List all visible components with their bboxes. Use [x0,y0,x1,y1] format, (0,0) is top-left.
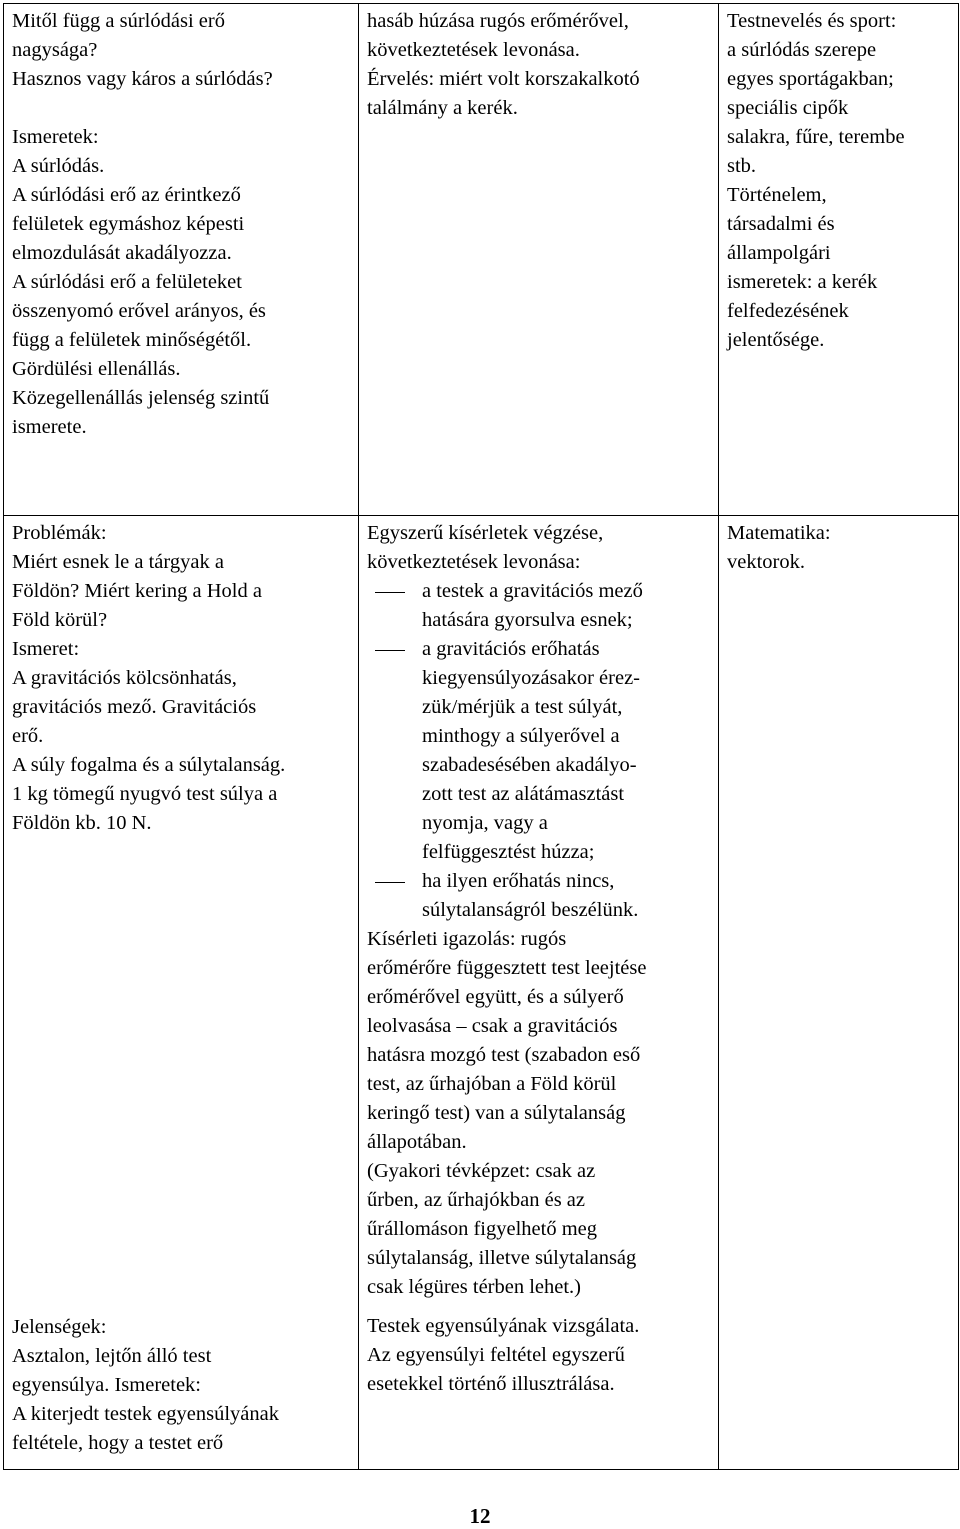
text-line: Ismeret: [12,638,80,660]
text-line: leolvasása – csak a gravitációs [367,1015,618,1037]
text-line: A súrlódási erő az érintkező [12,184,241,206]
text-line: Gördülési ellenállás. [12,358,181,380]
text-line: (Gyakori tévképzet: csak az [367,1160,596,1182]
text-line: állapotában. [367,1131,467,1153]
text-line: erő. [12,725,44,747]
text-line: zük/mérjük a test súlyát, [422,696,623,718]
text-line: test, az űrhajóban a Föld körül [367,1073,617,1095]
text-line: szabadesésében akadályo- [422,754,637,776]
text-line: Kísérleti igazolás: rugós [367,928,567,950]
text-line: felületek egymáshoz képesti [12,213,245,235]
cell-activities-gravity [359,516,719,1470]
text-line: Földön? Miért kering a Hold a [12,580,262,602]
table-row [4,516,959,1470]
text-line: Jelenségek: [12,1316,107,1338]
text-line: Testnevelés és sport: [727,10,897,32]
text-line: Asztalon, lejtőn álló test [12,1345,212,1367]
cell-topics-gravity [4,516,359,1470]
text-line: Miért esnek le a tárgyak a [12,551,224,573]
text-line: Problémák: [12,522,107,544]
text-line: Mitől függ a súrlódási erő [12,10,225,32]
text-line: súlytalanságról beszélünk. [422,899,639,921]
equilibrium-topics [12,1313,279,1458]
text-line: Ismeretek: [12,126,99,148]
text-line: Az egyensúlyi feltétel egyszerű [367,1344,625,1366]
list-item [367,577,710,635]
text-line: társadalmi és [727,213,835,235]
text-line: gravitációs mező. Gravitációs [12,696,257,718]
text-line: 1 kg tömegű nyugvó test súlya a [12,783,278,805]
text-line: következtetések levonása. [367,39,580,61]
text-line: A gravitációs kölcsönhatás, [12,667,237,689]
text-line: ha ilyen erőhatás nincs, [422,870,615,892]
text-line: erőmérővel együtt, és a súlyerő [367,986,624,1008]
text-line: jelentősége. [727,329,825,351]
curriculum-table [3,3,959,1470]
text-line: feltétele, hogy a testet erő [12,1432,224,1454]
text-line: ismeretek: a kerék [727,271,878,293]
text-line: kiegyensúlyozásakor érez- [422,667,640,689]
list-item [367,867,710,925]
text-line: Hasznos vagy káros a súrlódás? [12,68,273,90]
text-line: Matematika: [727,522,831,544]
text-line: A súrlódás. [12,155,105,177]
text-line: salakra, fűre, terembe [727,126,905,148]
text-line: űrállomáson figyelhető meg [367,1218,597,1240]
text-line: a testek a gravitációs mező [422,580,643,602]
text-line: keringő test) van a súlytalanság [367,1102,626,1124]
text-line: űrben, az űrhajókban és az [367,1189,585,1211]
cell-links-friction [719,4,959,516]
text-line: zott test az alátámasztást [422,783,625,805]
text-line: Érvelés: miért volt korszakalkotó [367,68,640,90]
text-line: nyomja, vagy a [422,812,548,834]
text-line: függ a felületek minőségétől. [12,329,252,351]
text-line: A súrlódási erő a felületeket [12,271,242,293]
spacer [12,94,350,123]
text-line: nagysága? [12,39,98,61]
text-line: Közegellenállás jelenség szintű [12,387,270,409]
text-line: találmány a kerék. [367,97,518,119]
text-line: esetekkel történő illusztrálása. [367,1373,615,1395]
text-line: Testek egyensúlyának vizsgálata. [367,1315,640,1337]
table-row [4,4,959,516]
text-line: hatásra mozgó test (szabadon eső [367,1044,641,1066]
text-line: ismerete. [12,416,87,438]
text-line: egyensúlya. Ismeretek: [12,1374,201,1396]
text-line: hasáb húzása rugós erőmérővel, [367,10,629,32]
text-line: összenyomó erővel arányos, és [12,300,266,322]
text-line: elmozdulását akadályozza. [12,242,232,264]
cell-topics-friction [4,4,359,516]
text-line: A kiterjedt testek egyensúlyának [12,1403,279,1425]
text-line: Történelem, [727,184,827,206]
spacer [367,1302,710,1312]
text-line: a súrlódás szerepe [727,39,877,61]
text-line: a gravitációs erőhatás [422,638,600,660]
text-line: speciális cipők [727,97,849,119]
list-item [367,635,710,867]
text-line: minthogy a súlyerővel a [422,725,620,747]
text-line: következtetések levonása: [367,551,581,573]
cell-links-gravity [719,516,959,1470]
text-line: súlytalanság, illetve súlytalanság [367,1247,637,1269]
text-line: vektorok. [727,551,805,573]
text-line: stb. [727,155,757,177]
cell-activities-friction [359,4,719,516]
text-line: A súly fogalma és a súlytalanság. [12,754,286,776]
text-line: állampolgári [727,242,831,264]
text-line: Földön kb. 10 N. [12,812,152,834]
text-line: hatására gyorsulva esnek; [422,609,633,631]
text-line: Föld körül? [12,609,108,631]
text-line: felfüggesztést húzza; [422,841,595,863]
page-number: 12 [469,1504,491,1528]
text-line: csak légüres térben lehet.) [367,1276,582,1298]
text-line: felfedezésének [727,300,849,322]
text-line: Egyszerű kísérletek végzése, [367,522,604,544]
text-line: egyes sportágakban; [727,68,894,90]
text-line: erőmérőre függesztett test leejtése [367,957,647,979]
